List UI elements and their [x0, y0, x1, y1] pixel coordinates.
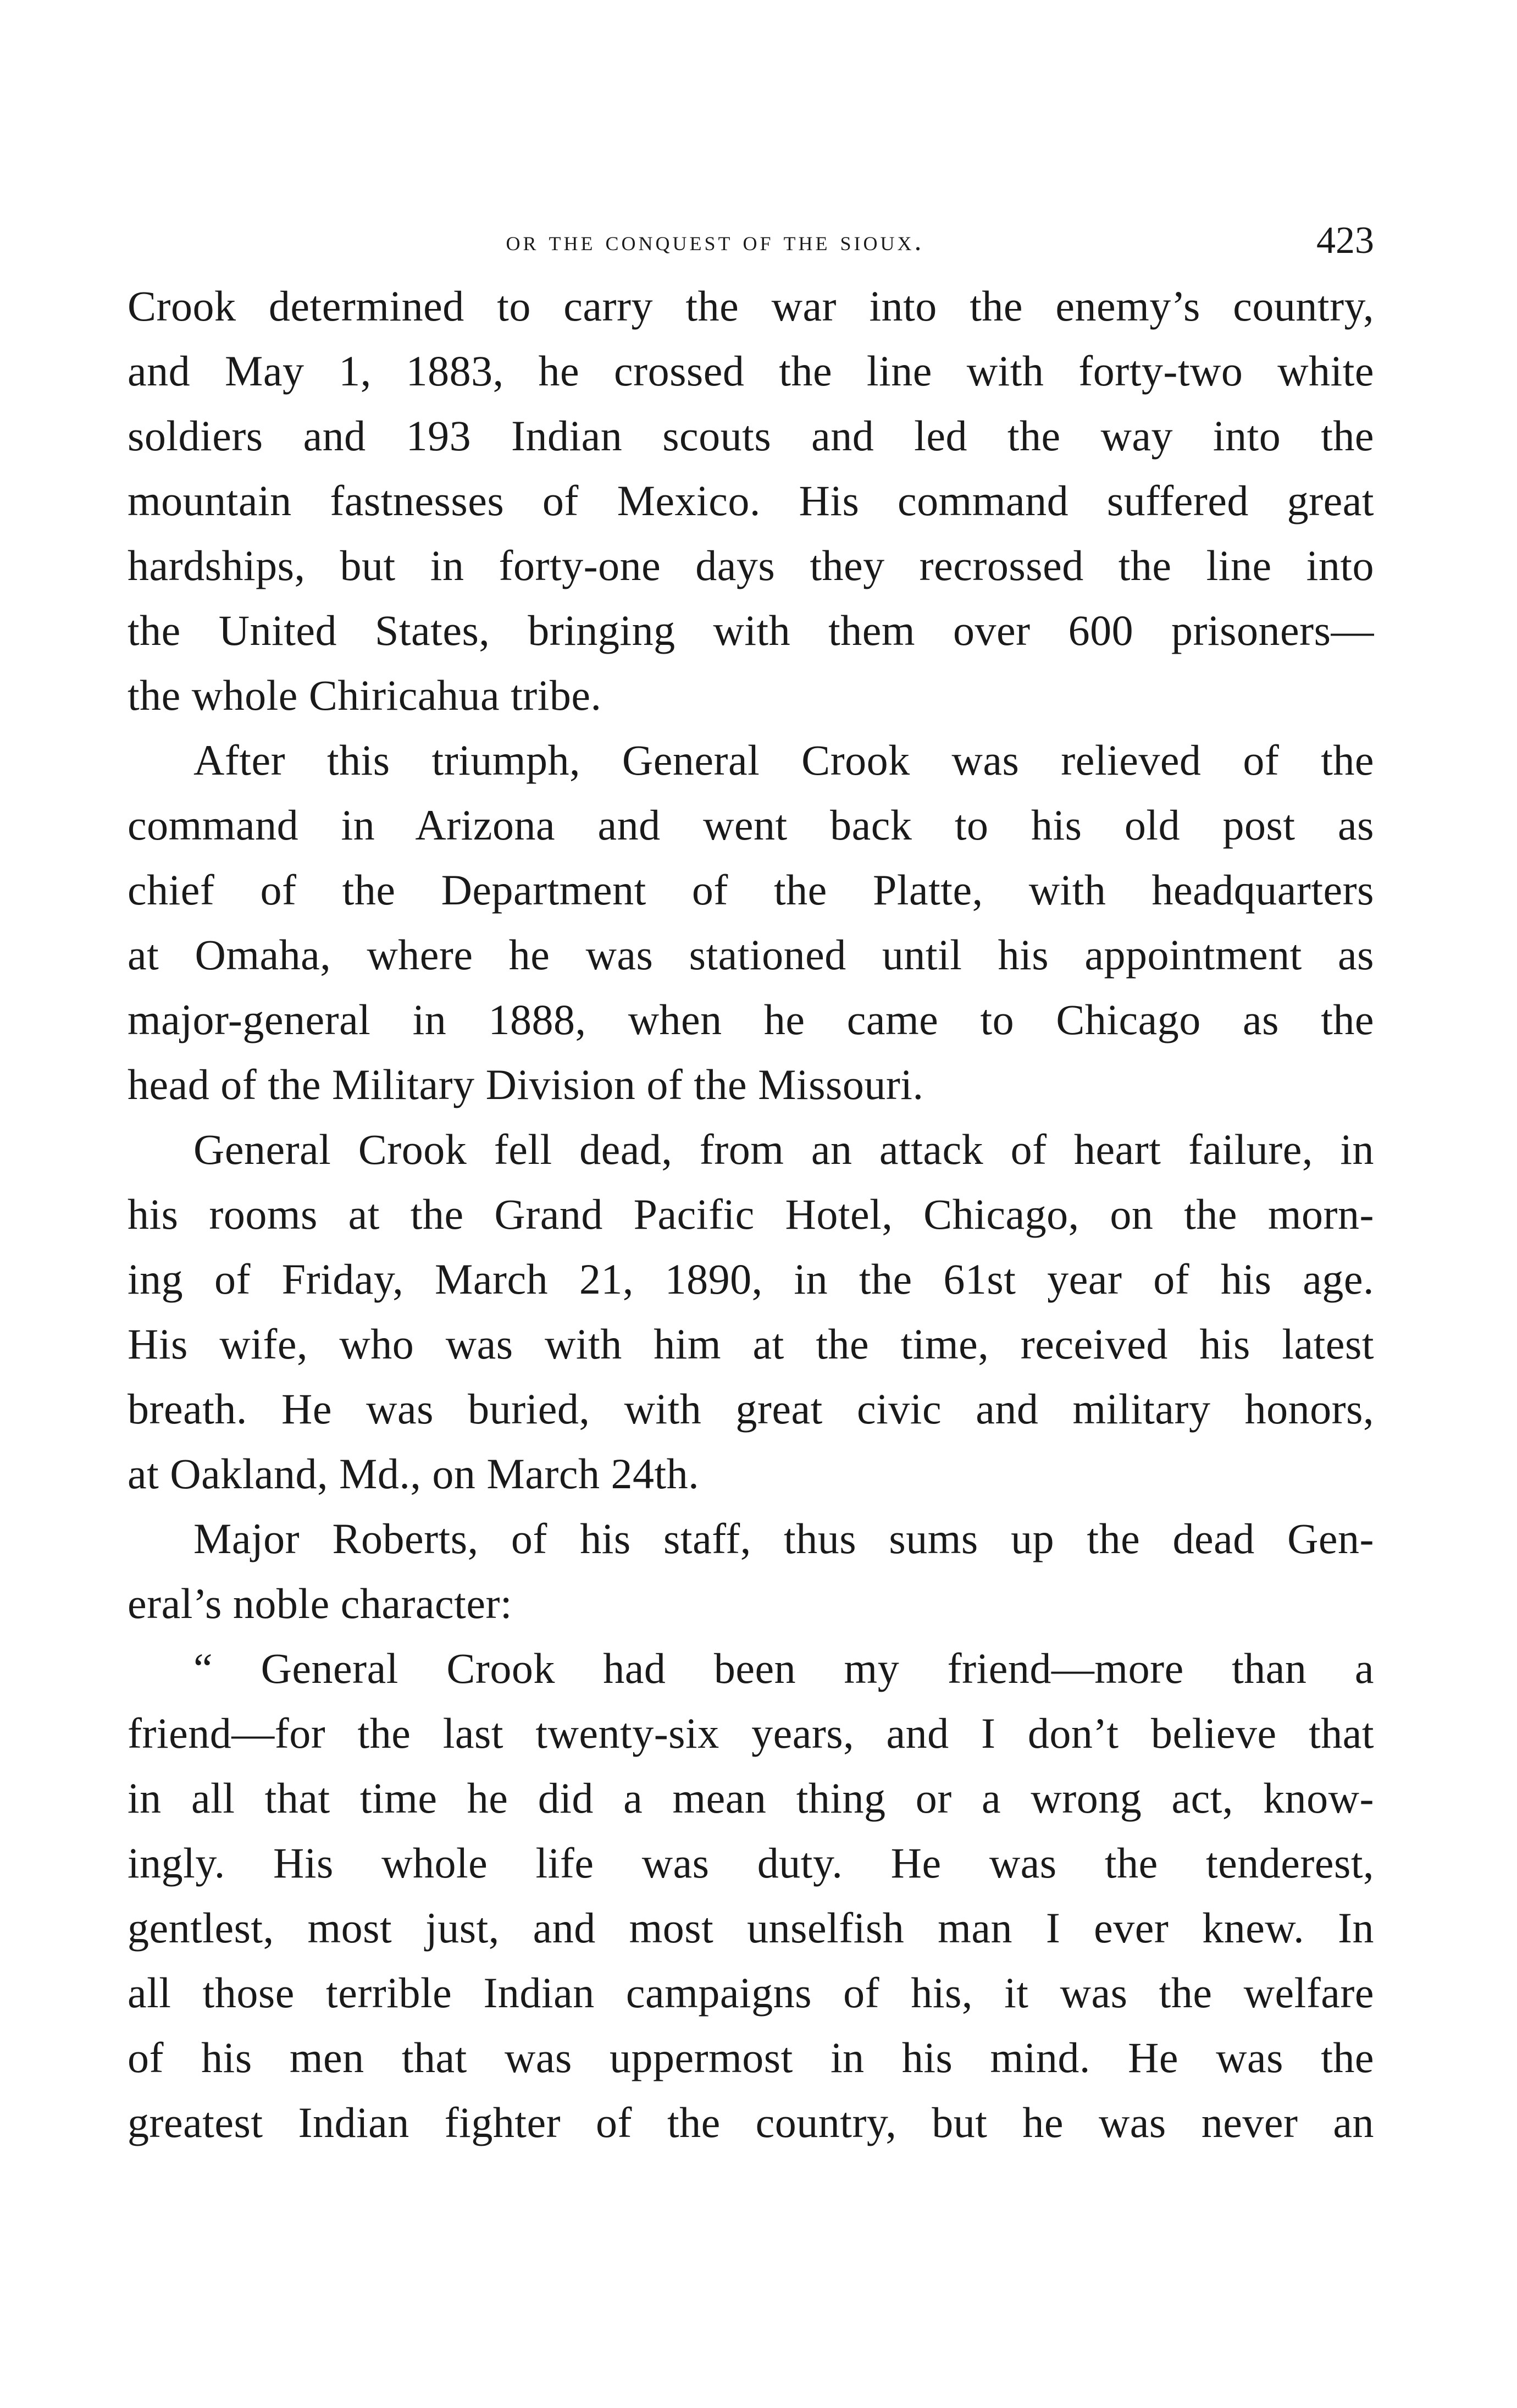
text-line: Crook determined to carry the war into the enemy’s country,	[128, 282, 1374, 330]
text-line: ingly. His whole life was duty. He was the tenderest,	[128, 1839, 1374, 1887]
text-line: at Oakland, Md., on March 24th.	[128, 1450, 700, 1498]
text-line: mountain fastnesses of Mexico. His command suffered great	[128, 477, 1374, 524]
paragraph-2	[128, 728, 1374, 1117]
text-line: his rooms at the Grand Pacific Hotel, Chicago, on the morn-	[128, 1190, 1374, 1238]
text-line: friend—for the last twenty-six years, and I don’t believe that	[128, 1709, 1374, 1757]
text-line: ing of Friday, March 21, 1890, in the 61st year of his age.	[128, 1255, 1374, 1303]
text-line: major-general in 1888, when he came to Chicago as the	[128, 996, 1374, 1043]
text-line: all those terrible Indian campaigns of his, it was the welfare	[128, 1969, 1374, 2017]
paragraph-5-quotation	[128, 1636, 1374, 2155]
text-line: the whole Chiricahua tribe.	[128, 671, 602, 719]
running-head	[128, 219, 1374, 263]
text-line: the United States, bringing with them over 600 prisoners—	[128, 606, 1374, 654]
text-line: greatest Indian fighter of the country, but he was never an	[128, 2098, 1374, 2146]
text-line: eral’s noble character:	[128, 1579, 513, 1627]
paragraph-1	[128, 274, 1374, 728]
text-line: General Crook fell dead, from an attack of heart failure, in	[193, 1125, 1374, 1173]
text-line: chief of the Department of the Platte, with headquarters	[128, 866, 1374, 914]
paragraph-4	[128, 1506, 1374, 1636]
text-line: and May 1, 1883, he crossed the line with forty-two white	[128, 347, 1374, 395]
running-title: or the conquest of the sioux.	[506, 225, 924, 257]
text-line: gentlest, most just, and most unselfish man I ever knew. In	[128, 1904, 1374, 1952]
text-line: “ General Crook had been my friend—more than a	[193, 1644, 1374, 1692]
text-line: head of the Military Division of the Missouri.	[128, 1061, 924, 1108]
text-line: Major Roberts, of his staff, thus sums up the dead Gen-	[193, 1515, 1374, 1562]
body-text	[128, 274, 1374, 2155]
text-line: soldiers and 193 Indian scouts and led the way into the	[128, 412, 1374, 460]
text-line: at Omaha, where he was stationed until his appointment as	[128, 931, 1374, 979]
page-number: 423	[1316, 219, 1374, 262]
text-line: hardships, but in forty-one days they recrossed the line into	[128, 542, 1374, 589]
text-line: of his men that was uppermost in his mind. He was the	[128, 2034, 1374, 2081]
paragraph-3	[128, 1117, 1374, 1506]
text-line: in all that time he did a mean thing or a wrong act, know-	[128, 1774, 1374, 1822]
text-line: After this triumph, General Crook was relieved of the	[193, 736, 1374, 784]
text-line: command in Arizona and went back to his old post as	[128, 801, 1374, 849]
text-line: breath. He was buried, with great civic and military honors,	[128, 1385, 1374, 1433]
text-line: His wife, who was with him at the time, received his latest	[128, 1320, 1374, 1368]
